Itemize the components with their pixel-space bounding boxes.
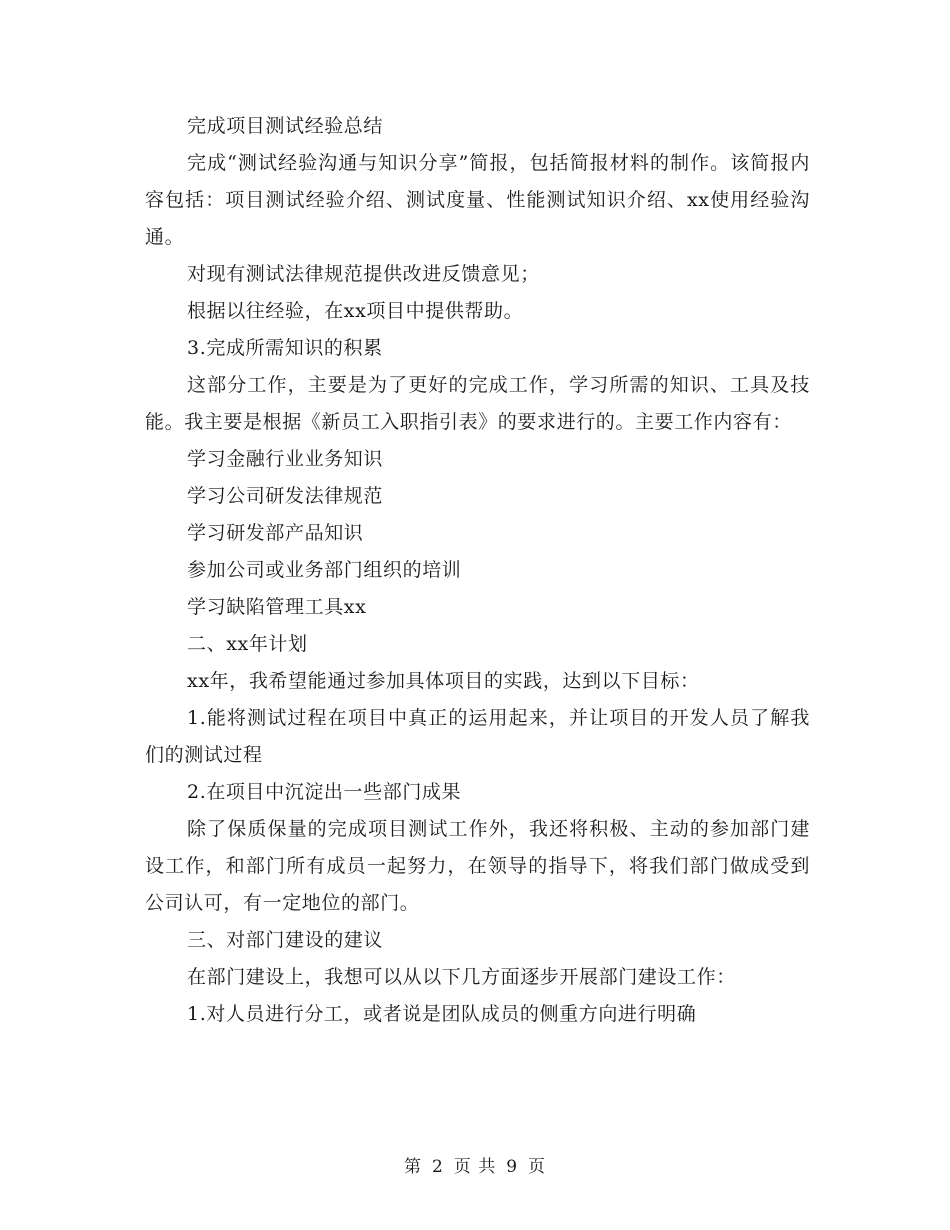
paragraph: 在部门建设上，我想可以从以下几方面逐步开展部门建设工作： [187,966,736,988]
paragraph: 1.能将测试过程在项目中真正的运用起来，并让项目的开发人员了解我们的测试过程 [145,707,810,766]
list-item: 学习金融行业业务知识 [187,448,384,470]
paragraph: 对现有测试法律规范提供改进反馈意见； [187,263,540,285]
paragraph: 这部分工作，主要是为了更好的完成工作，学习所需的知识、工具及技能。我主要是根据《新员工入职指引表》的要求进行的。主要工作内容有： [145,374,810,433]
paragraph: 完成项目测试经验总结 [187,115,384,137]
paragraph: 根据以往经验，在xx项目中提供帮助。 [187,300,524,322]
page-label-middle: 页 共 [453,1157,497,1177]
page-label-prefix: 第 [403,1157,422,1177]
paragraph: 完成“测试经验沟通与知识分享”简报，包括简报材料的制作。该简报内容包括：项目测试经验介绍、测试度量、性能测试知识介绍、xx使用经验沟通。 [145,152,810,248]
paragraph: 除了保质保量的完成项目测试工作外，我还将积极、主动的参加部门建设工作，和部门所有成员一起努力，在领导的指导下，将我们部门做成受到公司认可，有一定地位的部门。 [145,818,810,914]
list-item: 参加公司或业务部门组织的培训 [187,559,462,581]
list-item: 学习缺陷管理工具xx [187,596,367,618]
section-heading: 3.完成所需知识的积累 [187,337,383,359]
page-label-suffix: 页 [528,1157,547,1177]
list-item: 学习公司研发法律规范 [187,485,384,507]
current-page-number: 2 [431,1157,444,1177]
section-heading: 三、对部门建设的建议 [187,929,384,951]
paragraph: xx年，我希望能通过参加具体项目的实践，达到以下目标： [187,670,700,692]
page-footer [0,1152,950,1177]
total-pages-number: 9 [506,1157,519,1177]
section-heading: 2.在项目中沉淀出一些部门成果 [187,781,462,803]
document-body [145,108,810,1033]
list-item: 学习研发部产品知识 [187,522,364,544]
paragraph: 1.对人员进行分工，或者说是团队成员的侧重方向进行明确 [187,1003,697,1025]
section-heading: 二、xx年计划 [187,633,308,655]
